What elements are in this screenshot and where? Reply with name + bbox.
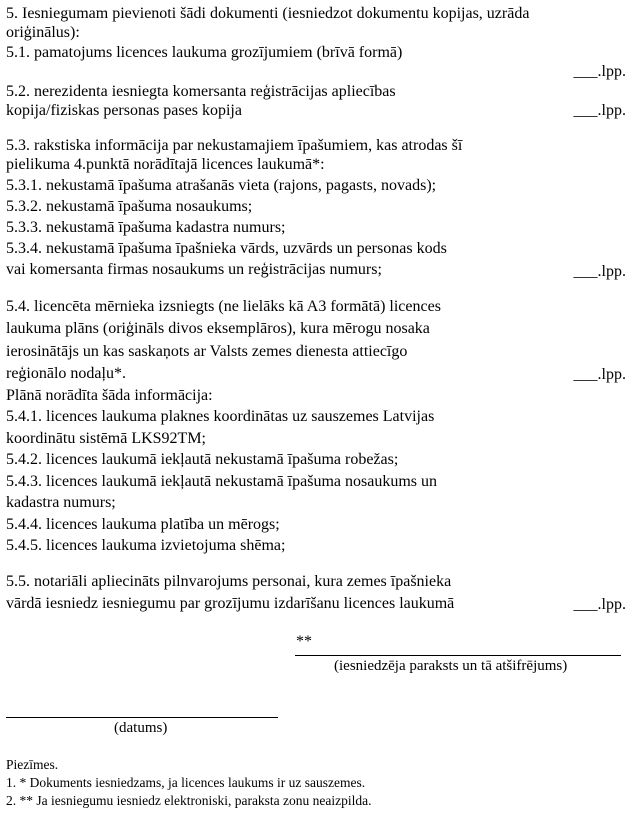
item-5-4-4: 5.4.4. licences laukuma platība un mērogs;	[6, 516, 280, 533]
item-5-4-3: 5.4.3. licences laukumā iekļautā nekustamā īpašuma nosaukums un	[6, 473, 437, 490]
signature-caption: (iesniedzēja paraksts un tā atšifrējums)	[334, 658, 568, 674]
plan-info-heading: Plānā norādīta šāda informācija:	[6, 387, 213, 404]
item-5-3-cont: pielikuma 4.punktā norādītajā licences laukumā*:	[6, 156, 325, 173]
item-5-3-4: 5.3.4. nekustamā īpašuma īpašnieka vārds, uzvārds un personas kods	[6, 240, 447, 257]
item-5-5-cont: vārdā iesniedz iesniegumu par grozījumu izdarīšanu licences laukumā	[6, 595, 455, 612]
section-5-intro-cont: oriģinālus):	[6, 24, 80, 41]
item-5-4-1-cont: koordinātu sistēmā LKS92TM;	[6, 430, 206, 447]
signature-mark: **	[296, 633, 312, 650]
date-caption: (datums)	[114, 720, 168, 736]
item-5-2: 5.2. nerezidenta iesniegta komersanta reģistrācijas apliecības	[6, 83, 396, 100]
item-5-3-2: 5.3.2. nekustamā īpašuma nosaukums;	[6, 198, 253, 215]
note-2: 2. ** Ja iesniegumu iesniedz elektroniski, paraksta zonu neaizpilda.	[6, 793, 372, 808]
item-5-5: 5.5. notariāli apliecināts pilnvarojums personai, kura zemes īpašnieka	[6, 573, 452, 590]
page-ref-5-5[interactable]: ___.lpp.	[573, 596, 626, 613]
item-5-3-1: 5.3.1. nekustamā īpašuma atrašanās vieta (rajons, pagasts, novads);	[6, 177, 437, 194]
item-5-4-1: 5.4.1. licences laukuma plaknes koordinātas uz sauszemes Latvijas	[6, 408, 435, 425]
item-5-3-3: 5.3.3. nekustamā īpašuma kadastra numurs;	[6, 219, 286, 236]
item-5-2-cont: kopija/fiziskas personas pases kopija	[6, 102, 242, 119]
item-5-4-cont-3: reģionālo nodaļu*.	[6, 365, 126, 382]
page-ref-5-1[interactable]: ___.lpp.	[573, 63, 626, 80]
item-5-3: 5.3. rakstiska informācija par nekustamajiem īpašumiem, kas atrodas šī	[6, 137, 463, 154]
item-5-4-2: 5.4.2. licences laukumā iekļautā nekustamā īpašuma robežas;	[6, 451, 399, 468]
section-5-intro: 5. Iesniegumam pievienoti šādi dokumenti (iesniedzot dokumentu kopijas, uzrāda	[6, 5, 530, 22]
date-line[interactable]	[6, 717, 278, 718]
note-1: 1. * Dokuments iesniedzams, ja licences laukums ir uz sauszemes.	[6, 775, 366, 790]
notes-heading: Piezīmes.	[6, 757, 59, 772]
item-5-1: 5.1. pamatojums licences laukuma grozījumiem (brīvā formā)	[6, 44, 403, 61]
item-5-4-3-cont: kadastra numurs;	[6, 494, 116, 511]
page-ref-5-2[interactable]: ___.lpp.	[573, 102, 626, 119]
page-ref-5-3[interactable]: ___.lpp.	[573, 263, 626, 280]
item-5-3-4-cont: vai komersanta firmas nosaukums un reģistrācijas numurs;	[6, 261, 382, 278]
item-5-4-cont-1: laukuma plāns (oriģināls divos eksemplāros), kura mērogu nosaka	[6, 320, 430, 337]
item-5-4-5: 5.4.5. licences laukuma izvietojuma shēma;	[6, 537, 286, 554]
item-5-4-cont-2: ierosinātājs un kas saskaņots ar Valsts zemes dienesta attiecīgo	[6, 343, 408, 360]
signature-line[interactable]	[295, 655, 621, 656]
item-5-4: 5.4. licencēta mērnieka izsniegts (ne lielāks kā A3 formātā) licences	[6, 298, 441, 315]
page-ref-5-4[interactable]: ___.lpp.	[573, 366, 626, 383]
